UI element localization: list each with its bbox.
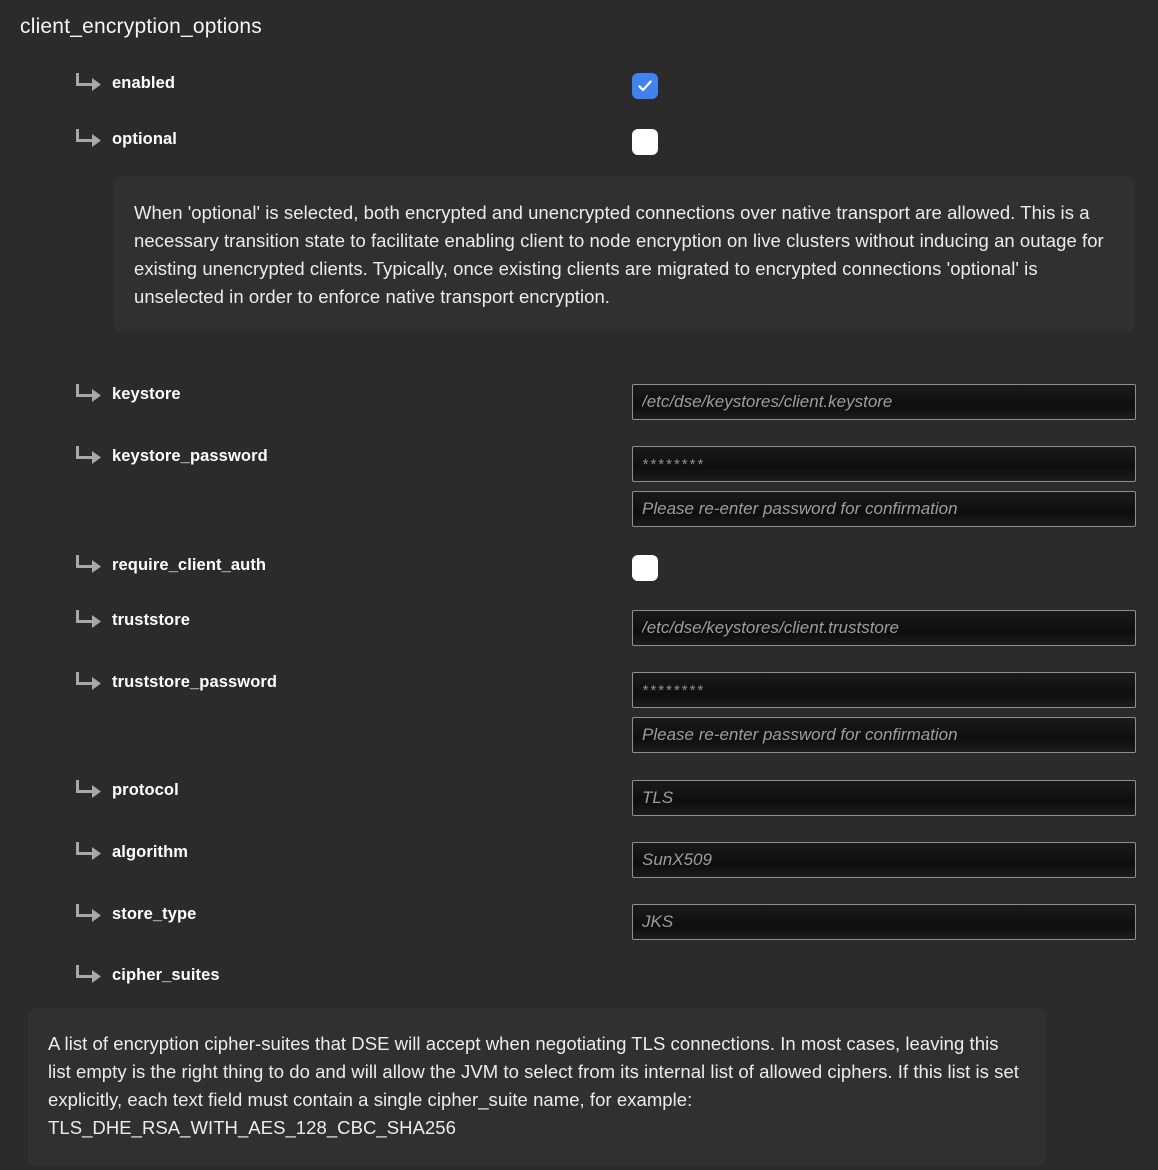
control-cell-algorithm [632,842,1158,878]
description-panel-optional [113,177,1135,331]
store-type-input[interactable] [632,904,1136,940]
row-require-client-auth [0,555,1158,581]
row-store-type [0,904,1158,940]
keystore-input[interactable] [632,384,1136,420]
label-cell-store-type [0,904,632,924]
label-cell-optional [0,129,632,149]
row-protocol [0,780,1158,816]
label-cell-truststore-password [0,672,632,692]
row-truststore-password [0,672,1158,753]
label-cell-require-client-auth [0,555,632,575]
row-keystore [0,384,1158,420]
control-cell-truststore-password [632,672,1158,753]
down-right-arrow-icon [76,384,102,404]
down-right-arrow-icon [76,672,102,692]
field-label-keystore: keystore [112,384,181,403]
truststore-password-confirm-input[interactable] [632,717,1136,753]
row-optional [0,129,1158,155]
field-label-keystore-password: keystore_password [112,446,268,465]
field-label-truststore-password: truststore_password [112,672,278,691]
control-cell-keystore [632,384,1158,420]
page-title: client_encryption_options [20,15,262,38]
row-algorithm [0,842,1158,878]
label-cell-cipher-suites [0,965,632,985]
row-truststore [0,610,1158,646]
description-panel-cipher-suites [28,1008,1046,1166]
field-label-enabled: enabled [112,73,176,92]
field-label-algorithm: algorithm [112,842,189,861]
field-label-protocol: protocol [112,780,179,799]
label-cell-protocol [0,780,632,800]
down-right-arrow-icon [76,129,102,149]
checkbox-enabled[interactable] [632,73,658,99]
control-cell-require-client-auth [632,555,1158,581]
control-cell-protocol [632,780,1158,816]
label-cell-truststore [0,610,632,630]
keystore-password-input[interactable] [632,446,1136,482]
description-text-optional: When 'optional' is selected, both encrypted and unencrypted connections over native transport are allowed. This is a necessary transition state to facilitate enabling client to node encryption on live clusters without inducing an outage for existing unencrypted clients. Typically, once existing clients are migrated to encrypted connections 'optional' is unselected in order to enforce native transport encryption. [134,202,1104,307]
field-label-optional: optional [112,129,177,148]
field-label-truststore: truststore [112,610,191,629]
down-right-arrow-icon [76,446,102,466]
check-icon [636,77,654,95]
down-right-arrow-icon [76,73,102,93]
label-cell-keystore-password [0,446,632,466]
down-right-arrow-icon [76,610,102,630]
label-cell-enabled [0,73,632,93]
field-label-store-type: store_type [112,904,197,923]
down-right-arrow-icon [76,965,102,985]
protocol-input[interactable] [632,780,1136,816]
control-cell-enabled [632,73,1158,99]
checkbox-require-client-auth[interactable] [632,555,658,581]
label-cell-keystore [0,384,632,404]
truststore-input[interactable] [632,610,1136,646]
truststore-password-input[interactable] [632,672,1136,708]
down-right-arrow-icon [76,842,102,862]
label-cell-algorithm [0,842,632,862]
control-cell-store-type [632,904,1158,940]
control-cell-keystore-password [632,446,1158,527]
row-cipher-suites [0,965,1158,985]
down-right-arrow-icon [76,904,102,924]
control-cell-optional [632,129,1158,155]
row-keystore-password [0,446,1158,527]
checkbox-optional[interactable] [632,129,658,155]
row-enabled [0,73,1158,99]
keystore-password-confirm-input[interactable] [632,491,1136,527]
down-right-arrow-icon [76,780,102,800]
control-cell-truststore [632,610,1158,646]
description-text-cipher-suites: A list of encryption cipher-suites that DSE will accept when negotiating TLS connections. In most cases, leaving this list empty is the right thing to do and will allow the JVM to select from its internal list of allowed ciphers. If this list is set explicitly, each text field must contain a single cipher_suite name, for example: TLS_DHE_RSA_WITH_AES_128_CBC_SHA256 [48,1033,1019,1138]
down-right-arrow-icon [76,555,102,575]
field-label-cipher-suites: cipher_suites [112,965,220,984]
field-label-require-client-auth: require_client_auth [112,555,267,574]
algorithm-input[interactable] [632,842,1136,878]
